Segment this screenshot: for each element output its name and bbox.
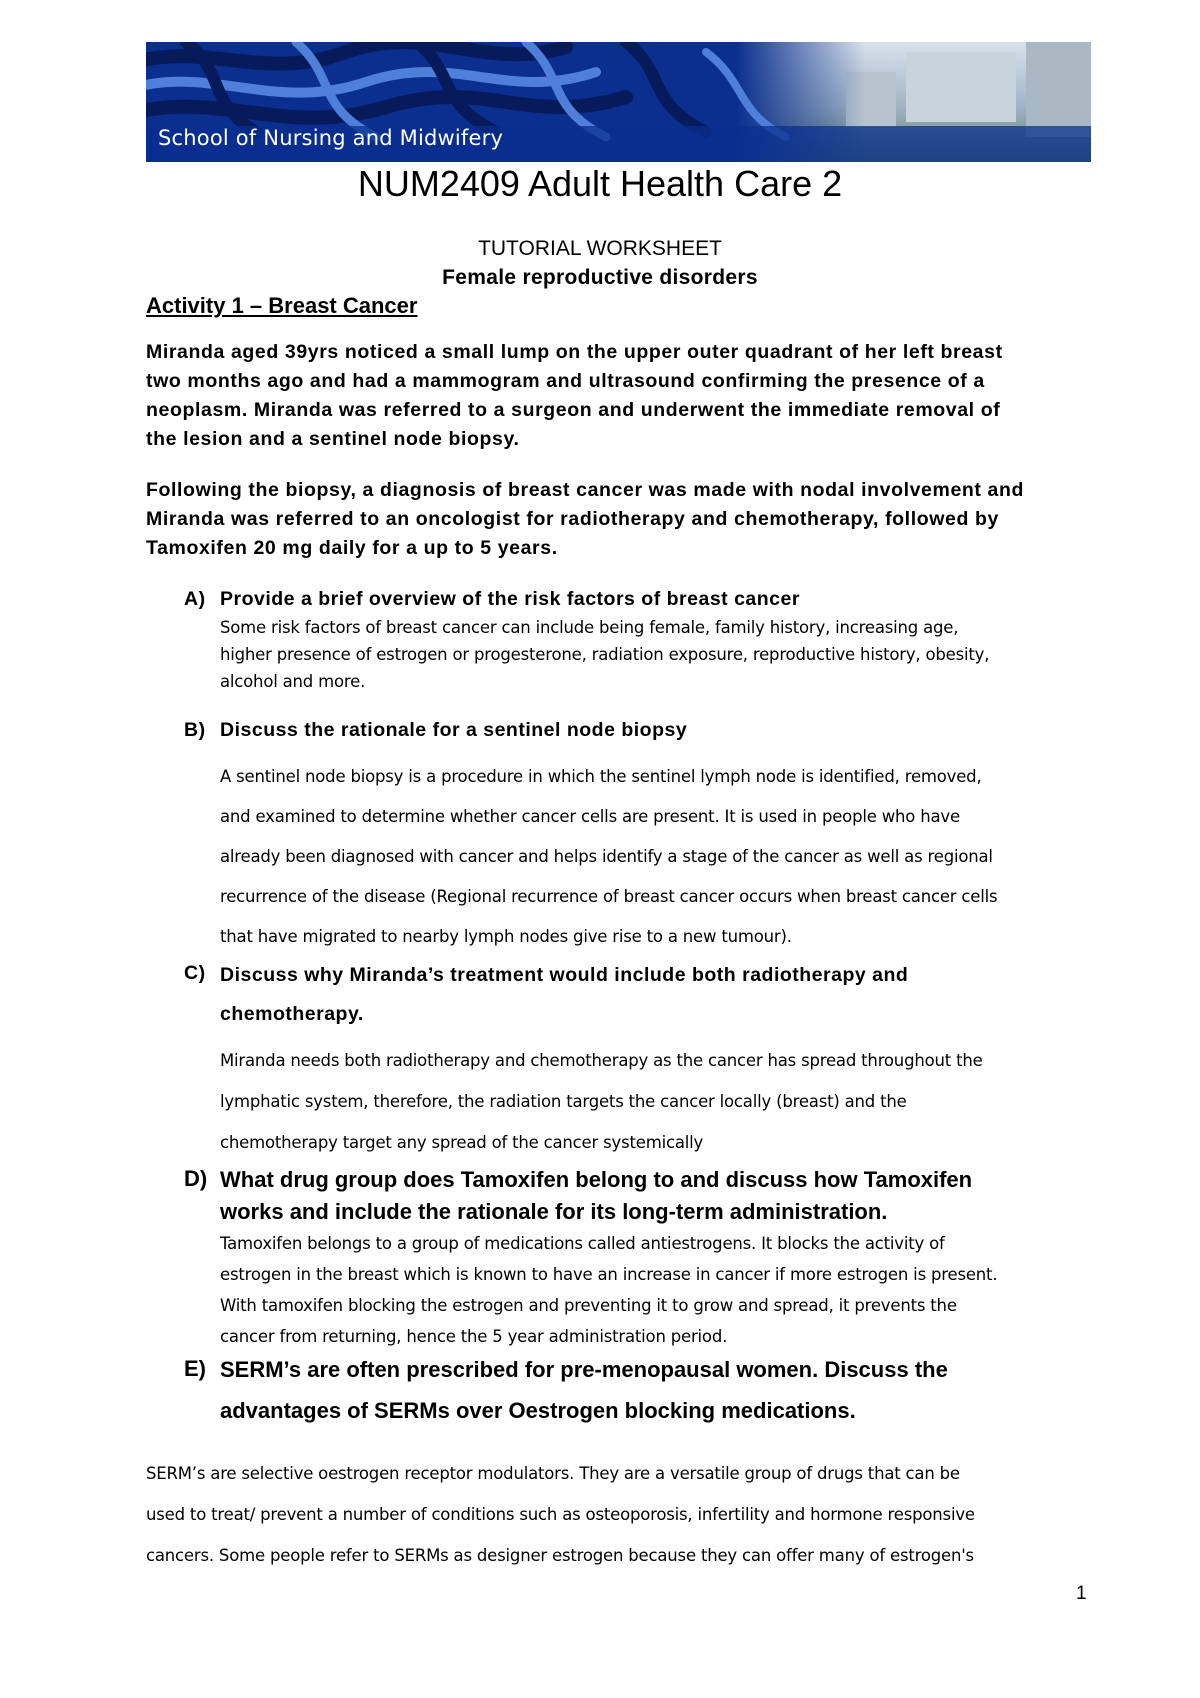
school-banner — [146, 42, 1091, 162]
case-line: Following the biopsy, a diagnosis of breast cancer was made with nodal involvement and — [146, 479, 1024, 501]
answer-b — [220, 757, 1100, 957]
case-line: neoplasm. Miranda was referred to a surgeon and underwent the immediate removal of — [146, 399, 1001, 421]
answer-line: cancer from returning, hence the 5 year administration period. — [220, 1327, 728, 1346]
answer-line: estrogen in the breast which is known to have an increase in cancer if more estrogen is present. — [220, 1265, 998, 1284]
question-letter: C) — [184, 962, 206, 984]
answer-line: Tamoxifen belongs to a group of medications called antiestrogens. It blocks the activity of — [220, 1234, 945, 1253]
question-letter: E) — [184, 1356, 206, 1381]
question-text: Discuss the rationale for a sentinel node biopsy — [220, 719, 688, 741]
question-text: SERM’s are often prescribed for pre-menopausal women. Discuss the — [220, 1357, 948, 1382]
page-number: 1 — [1076, 1583, 1087, 1604]
answer-line: already been diagnosed with cancer and helps identify a stage of the cancer as well as regional — [220, 847, 993, 866]
question-text: works and include the rationale for its long-term administration. — [220, 1199, 888, 1224]
answer-line: alcohol and more. — [220, 672, 366, 691]
answer-line: recurrence of the disease (Regional recurrence of breast cancer occurs when breast cancer cells — [220, 887, 998, 906]
answer-line: SERM’s are selective oestrogen receptor modulators. They are a versatile group of drugs that can be — [146, 1464, 960, 1483]
case-paragraph-1 — [146, 338, 1096, 454]
activity-heading: Activity 1 – Breast Cancer — [146, 293, 418, 318]
case-paragraph-2 — [146, 476, 1096, 563]
case-line: the lesion and a sentinel node biopsy. — [146, 428, 520, 450]
school-name: School of Nursing and Midwifery — [158, 126, 504, 150]
worksheet-subtitle: Female reproductive disorders — [442, 266, 758, 289]
question-text: advantages of SERMs over Oestrogen blocking medications. — [220, 1398, 856, 1423]
answer-line: Miranda needs both radiotherapy and chemotherapy as the cancer has spread throughout the — [220, 1051, 983, 1070]
answer-line: and examined to determine whether cancer cells are present. It is used in people who have — [220, 807, 960, 826]
answer-c — [220, 1040, 1100, 1163]
answer-line: cancers. Some people refer to SERMs as designer estrogen because they can offer many of estrogen's — [146, 1546, 974, 1565]
question-letter: D) — [184, 1166, 208, 1191]
answer-line: that have migrated to nearby lymph nodes give rise to a new tumour). — [220, 927, 792, 946]
case-line: two months ago and had a mammogram and ultrasound confirming the presence of a — [146, 370, 985, 392]
question-letter: B) — [184, 719, 206, 741]
question-text: chemotherapy. — [220, 1003, 364, 1025]
question-text: Discuss why Miranda’s treatment would include both radiotherapy and — [220, 964, 909, 986]
worksheet-title: TUTORIAL WORKSHEET — [478, 237, 722, 260]
question-text: Provide a brief overview of the risk factors of breast cancer — [220, 588, 800, 610]
answer-line: higher presence of estrogen or progesterone, radiation exposure, reproductive history, obesity, — [220, 645, 990, 664]
question-letter: A) — [184, 588, 206, 610]
answer-line: A sentinel node biopsy is a procedure in which the sentinel lymph node is identified, removed, — [220, 767, 982, 786]
case-line: Miranda aged 39yrs noticed a small lump on the upper outer quadrant of her left breast — [146, 341, 1003, 363]
answer-line: lymphatic system, therefore, the radiation targets the cancer locally (breast) and the — [220, 1092, 907, 1111]
answer-e — [146, 1453, 1106, 1576]
course-title: NUM2409 Adult Health Care 2 — [357, 163, 843, 204]
answer-line: chemotherapy target any spread of the cancer systemically — [220, 1133, 704, 1152]
case-line: Tamoxifen 20 mg daily for a up to 5 years. — [146, 537, 558, 559]
answer-line: used to treat/ prevent a number of conditions such as osteoporosis, infertility and hormone responsive — [146, 1505, 975, 1524]
question-text: What drug group does Tamoxifen belong to and discuss how Tamoxifen — [220, 1167, 973, 1192]
answer-line: Some risk factors of breast cancer can include being female, family history, increasing age, — [220, 618, 959, 637]
answer-a — [220, 614, 1100, 695]
answer-line: With tamoxifen blocking the estrogen and preventing it to grow and spread, it prevents the — [220, 1296, 957, 1315]
answer-d — [220, 1228, 1100, 1352]
case-line: Miranda was referred to an oncologist for radiotherapy and chemotherapy, followed by — [146, 508, 999, 530]
